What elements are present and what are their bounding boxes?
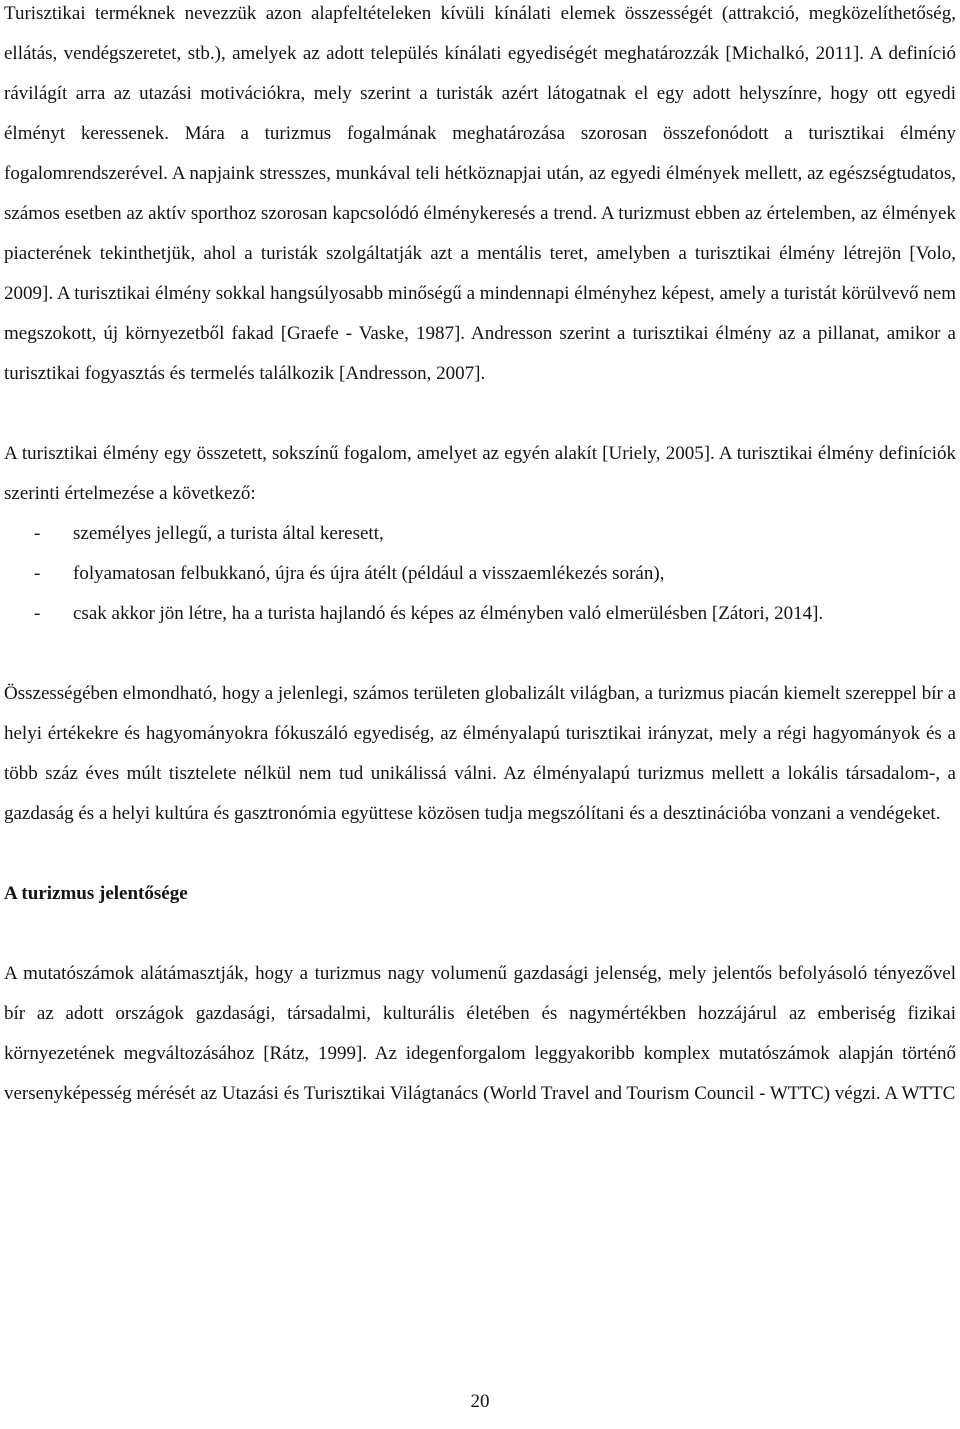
list-item-text: csak akkor jön létre, ha a turista hajlandó és képes az élményben való elmerülésben [Zátori, 2014]. xyxy=(73,603,824,624)
list-item-text: személyes jellegű, a turista által keresett, xyxy=(73,523,384,544)
paragraph-summary: Összességében elmondható, hogy a jelenlegi, számos területen globalizált világban, a turizmus piacán kiemelt szereppel bír a helyi értékekre és hagyományokra fókuszáló egyediség, az élményalapú turisztikai irányzat, mely a régi hagyományok és a több száz éves múlt tisztelete nélkül nem tud unikálissá válni. Az élményalapú turizmus mellett a lokális társadalom-, a gazdaság és a helyi kultúra és gasztronómia együttese közösen tudja megszólítani és a desztinációba vonzani a vendégeket. xyxy=(4,683,956,824)
paragraph-significance: A mutatószámok alátámasztják, hogy a turizmus nagy volumenű gazdasági jelenség, mely jelentős befolyásoló tényezővel bír az adott országok gazdasági, társadalmi, kulturális életében és nagymértékben hozzájárul az emberiség fizikai környezetének megváltozásához [Rátz, 1999]. Az idegenforgalom leggyakoribb komplex mutatószámok alapján történő versenyképesség mérését az Utazási és Turisztikai Világtanács (World Travel and Tourism Council - WTTC) végzi. A WTTC xyxy=(4,963,956,1104)
document-page xyxy=(4,0,956,1114)
list-item-text: folyamatosan felbukkanó, újra és újra átélt (például a visszaemlékezés során), xyxy=(73,563,665,584)
list-marker: - xyxy=(34,563,41,584)
page-number: 20 xyxy=(470,1391,490,1412)
paragraph-spacer xyxy=(4,394,956,434)
paragraph-tourism-experience: A turisztikai élmény egy összetett, sokszínű fogalom, amelyet az egyén alakít [Uriely, 2005]. A turisztikai élmény definíciók szerinti értelmezése a következő: xyxy=(4,443,956,504)
experience-definition-list xyxy=(4,514,956,634)
section-heading: A turizmus jelentősége xyxy=(4,883,188,904)
list-item xyxy=(4,514,956,554)
paragraph-tourism-product: Turisztikai terméknek nevezzük azon alapfeltételeken kívüli kínálati elemek összességét (attrakció, megközelíthetőség, ellátás, vendégszeretet, stb.), amelyek az adott település kínálati egyediségét meghatározzák [Michalkó, 2011]. A definíció rávilágít arra az utazási motivációkra, mely szerint a turisták azért látogatnak el egy adott helyszínre, hogy ott egyedi élményt keressenek. Mára a turizmus fogalmának meghatározása szorosan összefonódott a turisztikai élmény fogalomrendszerével. A napjaink stresszes, munkával teli hétköznapjai után, az egyedi élmények mellett, az egészségtudatos, számos esetben az aktív sporthoz szorosan kapcsolódó élménykeresés a trend. A turizmust ebben az értelemben, az élmények piacterének tekinthetjük, ahol a turisták szolgáltatják azt a mentális teret, amelyben a turisztikai élmény létrejön [Volo, 2009]. A turisztikai élmény sokkal hangsúlyosabb minőségű a mindennapi élményhez képest, amely a turistát körülvevő nem megszokott, új környezetből fakad [Graefe - Vaske, 1987]. Andresson szerint a turisztikai élmény az a pillanat, amikor a turisztikai fogyasztás és termelés találkozik [Andresson, 2007]. xyxy=(4,3,956,384)
paragraph-spacer xyxy=(4,634,956,674)
list-item xyxy=(4,594,956,634)
list-marker: - xyxy=(34,603,41,624)
paragraph-spacer xyxy=(4,914,956,954)
list-marker: - xyxy=(34,523,41,544)
paragraph-spacer xyxy=(4,834,956,874)
list-item xyxy=(4,554,956,594)
